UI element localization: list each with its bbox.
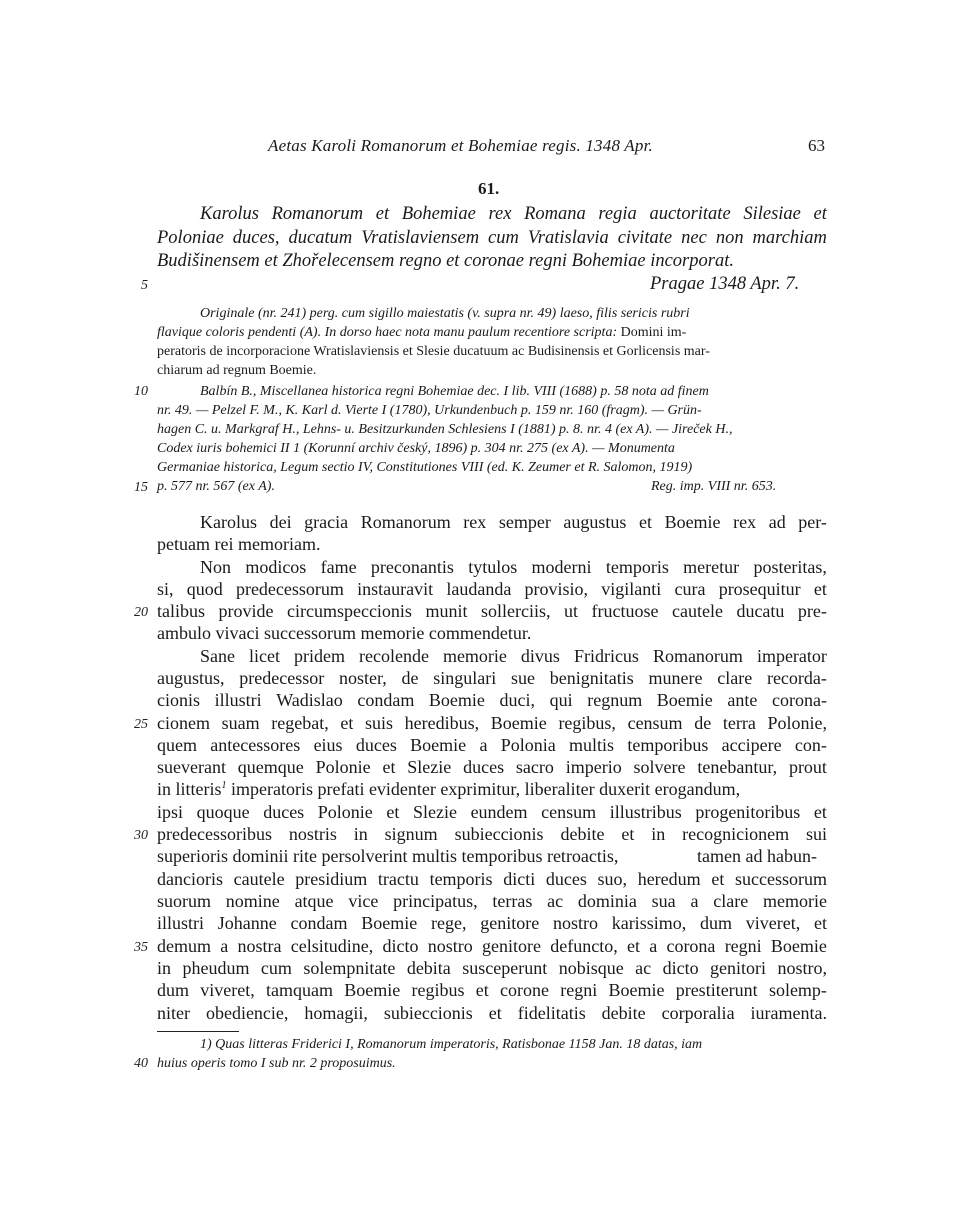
line-number-10: 10 xyxy=(134,384,148,399)
text-line-17 xyxy=(157,869,827,890)
text-line-23 xyxy=(157,1003,827,1024)
note-literature-line-2: nr. 49. — Pelzel F. M., K. Karl d. Vierte I (1780), Urkundenbuch p. 159 nr. 160 (fragm). — Grün- xyxy=(157,403,702,418)
text-line-15-text: predecessoribus nostris in signum subieccionis debite et in recognicionem sui xyxy=(157,824,827,844)
text-line-4 xyxy=(157,579,827,600)
note-literature-line-4: Codex iuris bohemici II 1 (Korunní archiv český, 1896) p. 304 nr. 275 (ex A). — Monumenta xyxy=(157,441,675,456)
dorso-start: Domini im- xyxy=(620,325,687,340)
note-originale-line-2-text: flavique coloris pendenti (A). In dorso haec nota manu paulum recentiore scripta: xyxy=(157,325,618,340)
text-line-14 xyxy=(157,802,827,823)
line-number-15: 15 xyxy=(134,480,148,495)
note-originale-line-2 xyxy=(157,325,686,341)
text-line-3-text: Non modicos fame preconantis tytulos moderni temporis meretur posteritas, xyxy=(200,557,827,577)
document-number: 61. xyxy=(478,179,500,198)
note-literature-line-3: hagen C. u. Markgraf H., Lehns- u. Besitzurkunden Schlesiens I (1881) p. 8. nr. 4 (ex A). — Jireček H., xyxy=(157,422,733,437)
footnote-reference: 1 xyxy=(221,780,227,791)
text-line-18 xyxy=(157,891,827,912)
line-number-35: 35 xyxy=(134,940,148,955)
text-line-7-text: Sane licet pridem recolende memorie divus Fridricus Romanorum imperator xyxy=(200,646,827,666)
line-number-30: 30 xyxy=(134,828,148,843)
regest-line-1-text: Karolus Romanorum et Bohemiae rex Romana regia auctoritate Silesiae et xyxy=(200,204,827,224)
text-line-4-text: si, quod predecessorum instauravit laudanda provisio, vigilanti cura prosequitur et xyxy=(157,579,827,599)
line-number-40: 40 xyxy=(134,1056,148,1071)
text-line-2: petuam rei memoriam. xyxy=(157,534,321,554)
text-line-22-text: dum viveret, tamquam Boemie regibus et corone regni Boemie prestiterunt solemp- xyxy=(157,980,827,1000)
line-number-25: 25 xyxy=(134,717,148,732)
text-line-21-text: in pheudum cum solempnitate debita susceperunt nobisque ac dicto genitori nostro, xyxy=(157,958,827,978)
line-number-5: 5 xyxy=(141,278,148,293)
text-line-10-text: cionem suam regebat, et suis heredibus, Boemie regibus, censum de terra Polonie, xyxy=(157,713,827,733)
note-literature-line-5: Germaniae historica, Legum sectio IV, Constitutiones VIII (ed. K. Zeumer et R. Salomon, 1919) xyxy=(157,460,693,475)
text-line-20 xyxy=(157,936,827,957)
running-title: Aetas Karoli Romanorum et Bohemiae regis. 1348 Apr. xyxy=(268,136,653,155)
regest-imperii-reference: Reg. imp. VIII nr. 653. xyxy=(651,479,777,494)
text-line-7 xyxy=(200,646,827,667)
regest-line-2 xyxy=(157,228,827,249)
text-line-18-text: suorum nomine atque vice principatus, terras ac dominia sua a clare memorie xyxy=(157,891,827,911)
text-line-1-text: Karolus dei gracia Romanorum rex semper augustus et Boemie rex ad per- xyxy=(200,512,827,532)
text-line-16-a: superioris dominii rite persolverint multis temporibus retroactis, xyxy=(157,846,619,866)
text-line-13 xyxy=(157,779,740,800)
text-line-17-text: dancioris cautele presidium tractu temporis dicti duces suo, heredum et successorum xyxy=(157,869,827,889)
regest-line-2-text: Poloniae duces, ducatum Vratislaviensem cum Vratislavia civitate nec non marchiam xyxy=(157,228,827,248)
note-originale-line-4: chiarum ad regnum Boemie. xyxy=(157,363,317,378)
text-line-15 xyxy=(157,824,827,845)
text-line-9-text: cionis illustri Wadislao condam Boemie duci, qui regnum Boemie ante corona- xyxy=(157,690,827,710)
text-line-13-b: imperatoris prefati evidenter exprimitur, liberaliter duxerit erogandum, xyxy=(226,779,741,799)
regest-line-3: Budišinensem et Zhořelecensem regno et coronae regni Bohemiae incorporat. xyxy=(157,251,734,271)
text-line-19-text: illustri Johanne condam Boemie rege, genitore nostro karissimo, dum viveret, et xyxy=(157,913,827,933)
text-line-5 xyxy=(157,601,827,622)
text-line-13-a: in litteris xyxy=(157,779,222,799)
footnote-line-1: 1) Quas litteras Friderici I, Romanorum imperatoris, Ratisbonae 1158 Jan. 18 datas, iam xyxy=(200,1037,703,1052)
note-originale-line-1: Originale (nr. 241) perg. cum sigillo maiestatis (v. supra nr. 49) laeso, filis sericis rubri xyxy=(200,306,690,321)
text-line-22 xyxy=(157,980,827,1001)
footnote-rule xyxy=(157,1031,239,1032)
note-literature-line-1: Balbín B., Miscellanea historica regni Bohemiae dec. I lib. VIII (1688) p. 58 nota ad finem xyxy=(200,384,709,399)
text-line-12 xyxy=(157,757,827,778)
place-date: Pragae 1348 Apr. 7. xyxy=(650,274,800,294)
text-line-8 xyxy=(157,668,827,689)
text-line-11-text: quem antecessores eius duces Boemie a Polonia multis temporibus accipere con- xyxy=(157,735,827,755)
text-line-21 xyxy=(157,958,827,979)
text-line-3 xyxy=(200,557,827,578)
footnote-line-2: huius operis tomo I sub nr. 2 proposuimus. xyxy=(157,1056,396,1071)
text-line-11 xyxy=(157,735,827,756)
text-line-10 xyxy=(157,713,827,734)
line-number-20: 20 xyxy=(134,605,148,620)
text-line-9 xyxy=(157,690,827,711)
text-line-12-text: sueverant quemque Polonie et Slezie duces sacro imperio solvere tenebantur, prout xyxy=(157,757,827,777)
text-line-5-text: talibus provide circumspeccionis munit sollerciis, ut fructuose cautele ducatu pre- xyxy=(157,601,827,621)
text-line-6: ambulo vivaci successorum memorie commendetur. xyxy=(157,623,532,643)
text-line-19 xyxy=(157,913,827,934)
text-line-20-text: demum a nostra celsitudine, dicto nostro genitore defuncto, et a corona regni Boemie xyxy=(157,936,827,956)
text-line-16-b: tamen ad habun- xyxy=(697,846,817,866)
note-literature-line-6: p. 577 nr. 567 (ex A). xyxy=(157,479,275,494)
text-line-14-text: ipsi quoque duces Polonie et Slezie eundem censum illustribus progenitoribus et xyxy=(157,802,827,822)
text-line-23-text: niter obediencie, homagii, subieccionis et fidelitatis debite corporalia iuramenta. xyxy=(157,1003,827,1023)
text-line-8-text: augustus, predecessor noster, de singulari sue benignitatis munere clare recorda- xyxy=(157,668,827,688)
note-originale-line-3: peratoris de incorporacione Wratislaviensis et Slesie ducatuum ac Budisinensis et Gorlicensis mar- xyxy=(157,344,710,359)
page-number: 63 xyxy=(808,136,825,155)
text-line-1 xyxy=(200,512,827,533)
regest-line-1 xyxy=(200,204,827,225)
